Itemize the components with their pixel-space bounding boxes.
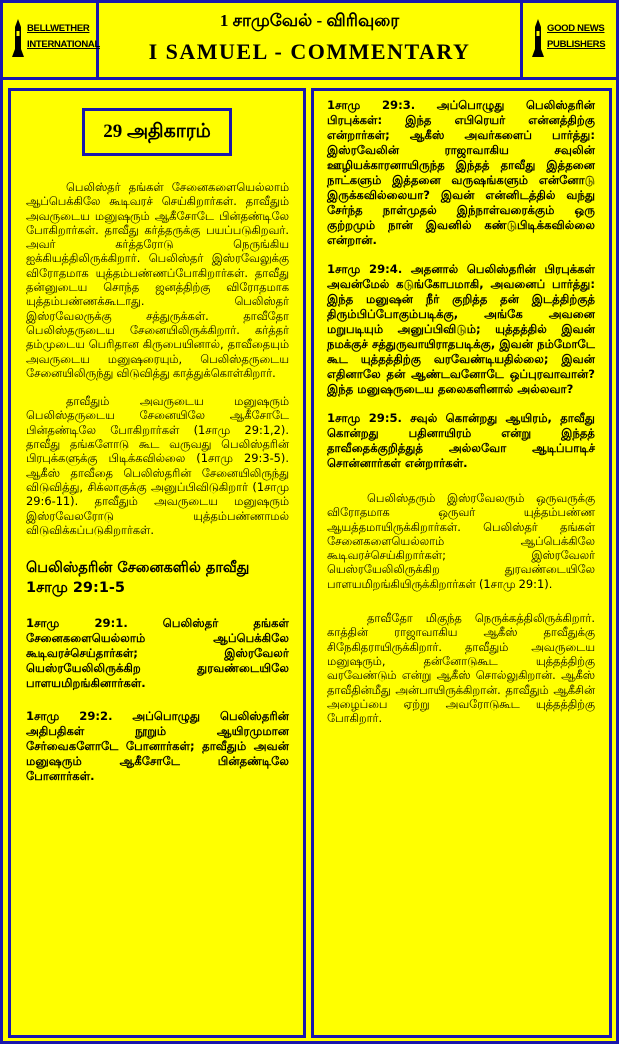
header: [0, 0, 619, 80]
header-title: [99, 0, 520, 77]
verse-29-2: 1சாமு 29:2. அப்பொழுது பெலிஸ்தரின் அதிபதிகள் நூறும் ஆயிரமுமான சேர்வைகளோடே போனார்கள்; தாவீதும் அவன் மனுஷரும் ஆகீசோடே பின்தண்டிலே போனார்கள்.: [26, 709, 289, 784]
left-column: [8, 88, 306, 1038]
section-heading: பெலிஸ்தரின் சேனைகளில் தாவீது 1சாமு 29:1-5: [26, 560, 250, 596]
logo-right-line1: GOOD NEWS: [547, 23, 605, 34]
logo-left-line2: INTERNATIONAL: [27, 39, 100, 50]
bell-tower-icon: [532, 19, 544, 57]
bellwether-logo: [3, 3, 99, 77]
title-english: I SAMUEL - COMMENTARY: [148, 39, 471, 64]
verse-29-1: 1சாமு 29:1. பெலிஸ்தர் தங்கள் சேனைகளையெல்லாம் ஆப்பெக்கிலே கூடிவரச்செய்தார்கள்; இஸ்ரவேலர் யெஸ்ரயேலிலிருக்கிற துரவண்டையிலே பாளயமிறங்கினார்கள்.: [26, 616, 289, 691]
logo-left-line1: BELLWETHER: [27, 23, 90, 34]
verse-29-4: 1சாமு 29:4. அதனால் பெலிஸ்தரின் பிரபுக்கள் அவன்மேல் கடுங்கோபமாகி, அவனைப் பார்த்து: இந்த மனுஷன் நீர் குறித்த தன் இடத்திற்குத் திரும்பிப்போகும்படிக்கு, அங்கே அவனை மறுபடியும் அனுப்பிவிடும்; யுத்தத்தில் இவன் நமக்குச் சத்துருவாயிராதபடிக்கு, இவன் நம்மோடே கூட யுத்தத்திற்கு வரவேண்டியதில்லை; இவன் எதினாலே தன் ஆண்டவனோடே ஒப்புரவாவான்? இந்த மனுஷருடைய தலைகளினால் அல்லவா?: [327, 262, 595, 396]
verse-29-5: 1சாமு 29:5. சவுல் கொன்றது ஆயிரம், தாவீது கொன்றது பதினாயிரம் என்று இந்தத் தாவீதைக்குறித்துத் அல்லவோ ஆடிப்பாடிச் சொன்னார்கள் என்றார்கள்.: [327, 411, 595, 470]
good-news-logo: [520, 3, 616, 77]
right-column: [311, 88, 612, 1038]
summary-paragraph: தாவீதும் அவருடைய மனுஷரும் பெலிஸ்தருடைய சேனையிலே ஆகீசோடே பின்தண்டிலே போகிறார்கள் (1சாமு 29:1,2). தாவீது தங்களோடு கூட வருவது பெலிஸ்தரின் பிரபுக்களுக்கு பிடிக்கவில்லை (1சாமு 29:3-5). ஆகீஸ் தாவீதை பெலிஸ்தரின் சேனையிலிருந்து விடுவித்து, சிக்லாகுக்கு அனுப்பிவிடுகிறார் (1சாமு 29:6-11). தாவீதும் அவருடைய மனுஷரும் இஸ்ரவேலரோடு யுத்தம்பண்ணாமல் விடுவிக்கப்படுகிறார்கள்.: [26, 394, 289, 537]
commentary-paragraph-2: தாவீதோ மிகுந்த நெருக்கத்திலிருக்கிறார். காத்தின் ராஜாவாகிய ஆகீஸ் தாவீதுக்கு சிநேகிதராயிருக்கிறார். தாவீதும் அவருடைய மனுஷரும், தன்னோடுகூட யுத்தத்திற்கு வரவேண்டும் என்று ஆகீஸ் சொல்லுகிறான். ஆகீஸ் தாவீதின்மீது அன்பாயிருக்கிறான். தாவீதும் ஆகீசின் அழைப்பை ஏற்று அவரோடுகூட யுத்தத்திற்கு போகிறார்.: [327, 611, 595, 726]
bell-tower-icon: [12, 19, 24, 57]
intro-paragraph: பெலிஸ்தர் தங்கள் சேனைகளையெல்லாம் ஆப்பெக்கிலே கூடிவரச் செய்கிறார்கள். தாவீதும் அவருடைய மனுஷரும் ஆகீசோடே பின்தண்டிலே போகிறார்கள். தாவீது கர்த்தருக்கு பயப்படுகிறவர். அவர் கர்த்தரோடு நெருங்கிய ஐக்கியத்திலிருக்கிறார். பெலிஸ்தர் இஸ்ரவேலுக்கு விரோதமாக யுத்தம்பண்ணப்போகிறார்கள். தாவீது தன்னுடைய சொந்த ஜனத்திற்கு விரோதமாக யுத்தம்பண்ணக்கூடாது. பெலிஸ்தர் இஸ்ரவேலருக்கு சத்துருக்கள். தாவீதோ பெலிஸ்தருடைய சேனையிலிருக்கிறார். கர்த்தர் தம்முடைய பெரிதான கிருபையினால், தாவீதையும் அவருடைய மனுஷரையும், பெலிஸ்தருடைய சேனையிலிருந்து விடுவித்து காத்துக்கொள்கிறார்.: [26, 180, 289, 380]
title-tamil: 1 சாமுவேல் - விரிவுரை: [219, 11, 400, 30]
logo-right-line2: PUBLISHERS: [547, 39, 606, 50]
verse-29-3: 1சாமு 29:3. அப்பொழுது பெலிஸ்தரின் பிரபுக்கள்: இந்த எபிரெயர் என்னத்திற்கு என்றார்கள்; ஆகீஸ் அவர்களைப் பார்த்து: இஸ்ரவேலின் ராஜாவாகிய சவுலின் ஊழியக்காரனாயிருந்த இந்தத் தாவீது இத்தனை நாட்களும் இத்தனை வருஷங்களும் என்னோடு இருக்கவில்லையா? இவன் என்னிடத்தில் வந்து சேர்ந்த நாள்முதல் இந்நாள்வரைக்கும் ஒரு குற்றமும் நான் இவனில் கண்டுபிடிக்கவில்லை என்றான்.: [327, 98, 595, 247]
chapter-title: 29 அதிகாரம்: [82, 108, 232, 156]
commentary-paragraph-1: பெலிஸ்தரும் இஸ்ரவேலரும் ஒருவருக்கு விரோதமாக ஒருவர் யுத்தம்பண்ண ஆயத்தமாயிருக்கிறார்கள். பெலிஸ்தர் தங்கள் சேனைகளையெல்லாம் ஆப்பெக்கிலே கூடிவரச்செய்கிறார்கள்; இஸ்ரவேலர் யெஸ்ரயேலிலிருக்கிற துரவண்டையிலே பாளயமிறங்கியிருக்கிறார்கள் (1சாமு 29:1).: [327, 491, 595, 591]
